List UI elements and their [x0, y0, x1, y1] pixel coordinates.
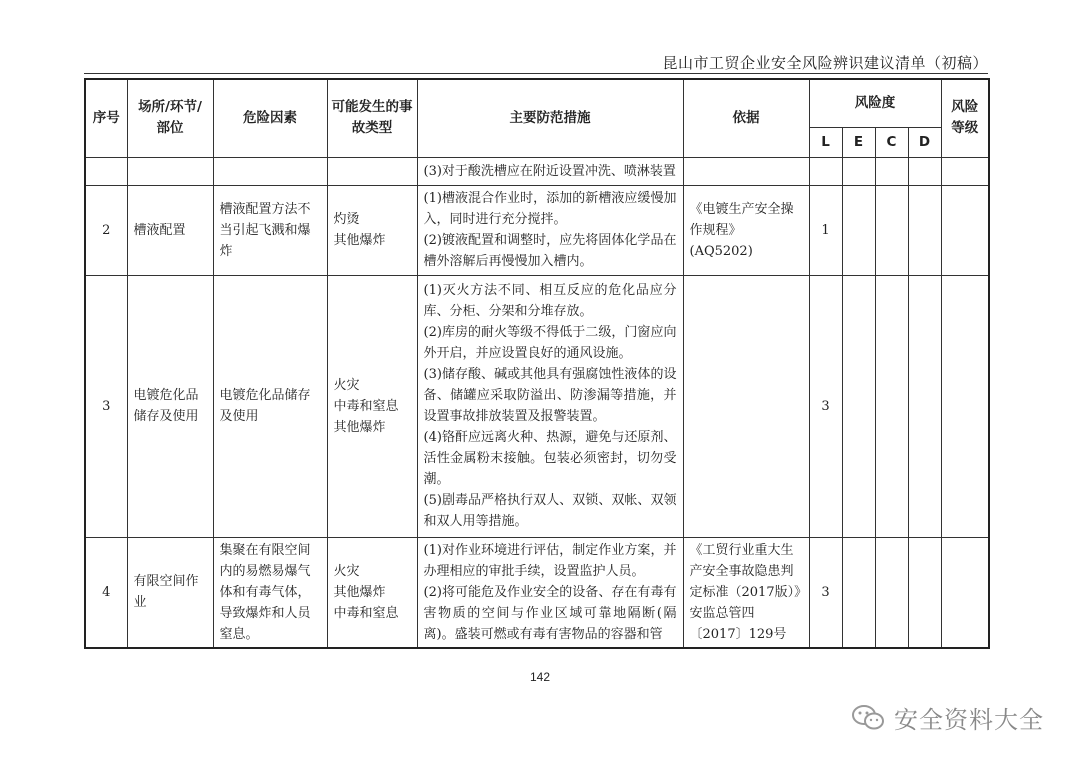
measure-item: (2)将可能危及作业安全的设备、存在有毒有害物质的空间与作业区域可靠地隔断(隔离)。盛装可燃或有毒有害物品的容器和管	[423, 584, 677, 642]
cell-L: 1	[809, 185, 842, 275]
cell-measures	[417, 185, 683, 275]
page-header-title: 昆山市工贸企业安全风险辨识建议清单（初稿）	[662, 54, 988, 72]
cell-C	[875, 157, 908, 185]
cell-L: 3	[809, 275, 842, 537]
accident-type: 其他爆炸	[333, 419, 386, 435]
accident-type: 灼烫	[333, 212, 360, 227]
cell-E	[842, 185, 875, 275]
cell-basis: 《电镀生产安全操作规程》(AQ5202)	[683, 185, 809, 275]
measure-item: (2)库房的耐火等级不得低于二级，门窗应向外开启，并应设置良好的通风设施。	[423, 325, 677, 361]
measure-item: (3)储存酸、碱或其他具有强腐蚀性液体的设备、储罐应采取防溢出、防渗漏等措施，并设置事故排放装置及报警装置。	[423, 367, 677, 424]
cell-measures	[417, 157, 683, 185]
cell-hazard	[213, 157, 327, 185]
col-place-header: 场所/环节/部位	[127, 79, 213, 157]
cell-measures	[417, 537, 683, 648]
watermark	[850, 700, 1044, 735]
header-rule	[84, 73, 988, 74]
cell-basis	[683, 275, 809, 537]
cell-seq: 4	[85, 537, 127, 648]
col-measures-header: 主要防范措施	[417, 79, 683, 157]
cell-seq: 2	[85, 185, 127, 275]
cell-level	[941, 157, 989, 185]
cell-seq	[85, 157, 127, 185]
cell-C	[875, 537, 908, 648]
cell-C	[875, 275, 908, 537]
cell-level	[941, 275, 989, 537]
accident-type: 中毒和窒息	[333, 605, 399, 621]
page-number: 142	[529, 670, 551, 684]
cell-place: 槽液配置	[127, 185, 213, 275]
cell-hazard: 电镀危化品储存及使用	[213, 275, 327, 537]
col-C-header: C	[875, 127, 908, 157]
accident-type: 其他爆炸	[333, 233, 386, 248]
cell-D	[908, 157, 941, 185]
cell-place: 有限空间作业	[127, 537, 213, 648]
col-hazard-header: 危险因素	[213, 79, 327, 157]
accident-type: 中毒和窒息	[333, 398, 399, 414]
accident-type: 火灾	[333, 377, 360, 393]
cell-level	[941, 185, 989, 275]
cell-place	[127, 157, 213, 185]
cell-accident	[327, 157, 417, 185]
cell-accident	[327, 537, 417, 648]
cell-L	[809, 157, 842, 185]
measure-item: (4)铬酐应远离火种、热源，避免与还原剂、活性金属粉末接触。包装必须密封，切勿受潮。	[423, 430, 677, 487]
cell-hazard: 集聚在有限空间内的易燃易爆气体和有毒气体，导致爆炸和人员窒息。	[213, 537, 327, 648]
col-risk-header: 风险度	[809, 79, 941, 127]
cell-D	[908, 537, 941, 648]
cell-accident	[327, 185, 417, 275]
cell-D	[908, 275, 941, 537]
col-basis-header: 依据	[683, 79, 809, 157]
measure-item: (1)灭火方法不同、相互反应的危化品应分库、分柜、分架和分堆存放。	[423, 283, 677, 319]
table-row	[85, 275, 989, 537]
col-level-header: 风险等级	[941, 79, 989, 157]
wechat-icon	[850, 703, 886, 733]
measure-item: (1)槽液混合作业时，添加的新槽液应缓慢加入，同时进行充分搅拌。	[423, 191, 677, 227]
cell-accident	[327, 275, 417, 537]
measure-item: (1)对作业环境进行评估，制定作业方案，并办理相应的审批手续，设置监护人员。	[423, 542, 677, 579]
cell-D	[908, 185, 941, 275]
cell-E	[842, 157, 875, 185]
measure-item: (2)镀液配置和调整时，应先将固体化学品在槽外溶解后再慢慢加入槽内。	[423, 233, 677, 269]
cell-basis	[683, 157, 809, 185]
cell-L: 3	[809, 537, 842, 648]
cell-E	[842, 537, 875, 648]
cell-place: 电镀危化品储存及使用	[127, 275, 213, 537]
cell-seq: 3	[85, 275, 127, 537]
cell-E	[842, 275, 875, 537]
col-E-header: E	[842, 127, 875, 157]
col-accident-header: 可能发生的事故类型	[327, 79, 417, 157]
risk-table	[84, 78, 990, 649]
cell-measures	[417, 275, 683, 537]
measure-item: (5)剧毒品严格执行双人、双锁、双帐、双领和双人用等措施。	[423, 493, 677, 529]
watermark-text: 安全资料大全	[894, 706, 1044, 734]
accident-type: 火灾	[333, 563, 360, 579]
cell-basis: 《工贸行业重大生产安全事故隐患判定标准（2017版）》安监总管四〔2017〕129号	[683, 537, 809, 648]
col-D-header: D	[908, 127, 941, 157]
table-row	[85, 157, 989, 185]
cell-hazard: 槽液配置方法不当引起飞溅和爆炸	[213, 185, 327, 275]
measure-item: (3)对于酸洗槽应在附近设置冲洗、喷淋装置	[423, 163, 676, 179]
table-row	[85, 537, 989, 648]
table-row	[85, 185, 989, 275]
cell-level	[941, 537, 989, 648]
col-L-header: L	[809, 127, 842, 157]
col-seq-header: 序号	[85, 79, 127, 157]
cell-C	[875, 185, 908, 275]
accident-type: 其他爆炸	[333, 584, 386, 600]
